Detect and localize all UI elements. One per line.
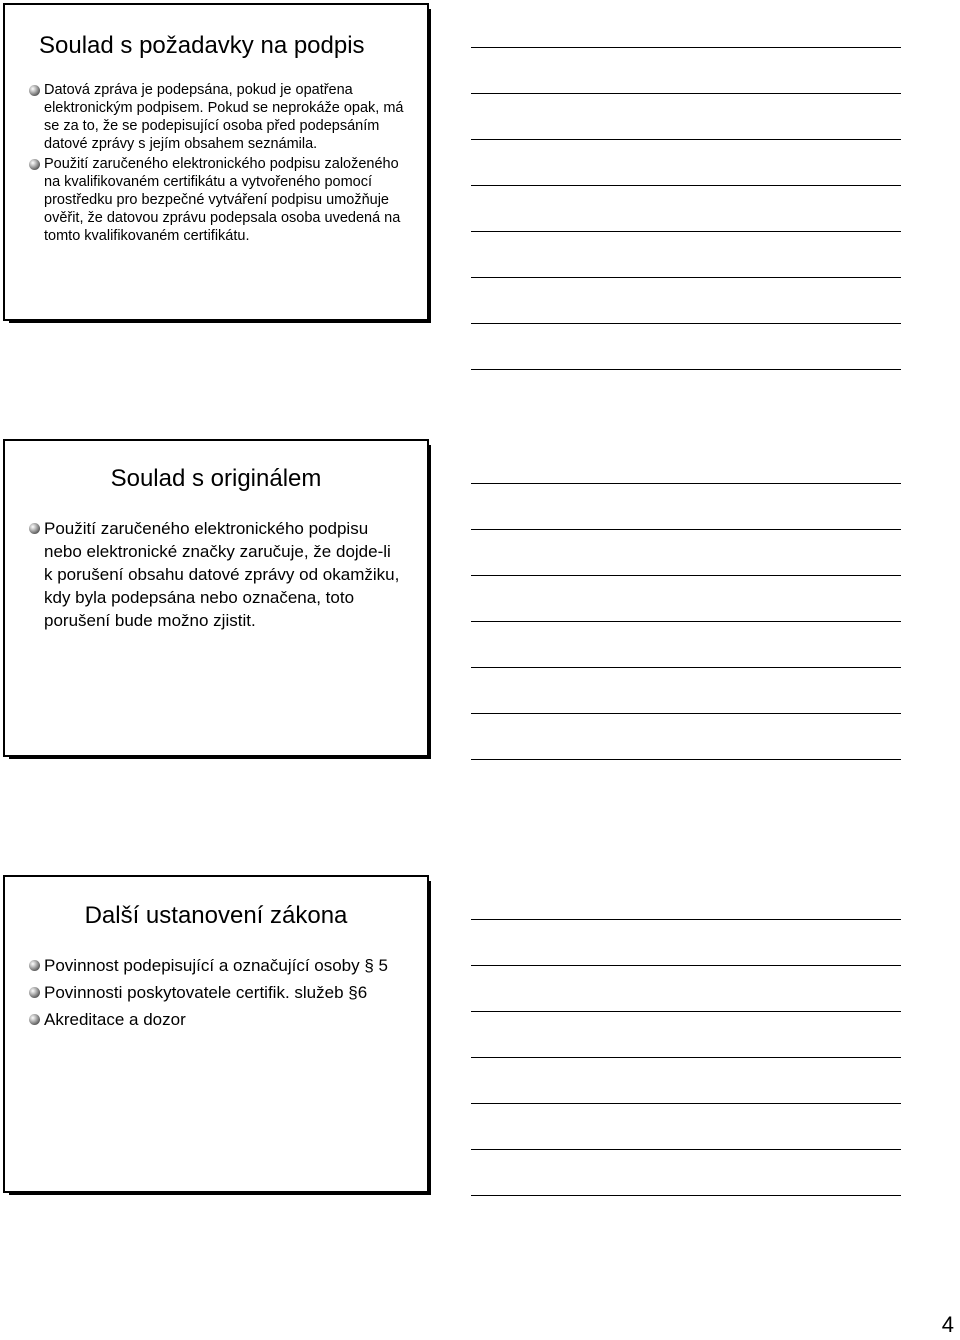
- note-line: [471, 759, 901, 760]
- bullet-text: Akreditace a dozor: [44, 1010, 186, 1029]
- note-line: [471, 231, 901, 232]
- note-line: [471, 575, 901, 576]
- bullet-text: Povinnosti poskytovatele certifik. služeb §6: [44, 983, 368, 1002]
- note-line: [471, 369, 901, 370]
- bullet-icon: [29, 1014, 40, 1025]
- bullet-icon: [29, 987, 40, 998]
- note-line: [471, 1011, 901, 1012]
- note-line: [471, 1057, 901, 1058]
- note-line: [471, 93, 901, 94]
- note-line: [471, 1195, 901, 1196]
- bullet-text: Povinnost podepisující a označující osoby § 5: [44, 956, 388, 975]
- slide-title: Soulad s požadavky na podpis: [39, 32, 365, 59]
- bullet-text: Použití zaručeného elektronického podpisu nebo elektronické značky zaručuje, že dojde-li k porušení obsahu datové zprávy od okamžiku, kdy byla podepsána nebo označena, toto porušení bude možno zjistit.: [44, 519, 400, 630]
- note-line: [471, 1149, 901, 1150]
- note-line: [471, 277, 901, 278]
- notes-lines-1: [471, 47, 901, 370]
- slide-title: Soulad s originálem: [110, 465, 322, 492]
- note-line: [471, 323, 901, 324]
- slide-title: Další ustanovení zákona: [84, 902, 348, 929]
- list-item: [29, 954, 409, 977]
- bullet-text: Datová zpráva je podepsána, pokud je opatřena elektronickým podpisem. Pokud se neprokáže opak, má se za to, že se podepisující osoba před podepsáním datové zprávy s jejím obsahem seznámila.: [44, 82, 404, 152]
- list-item: [29, 81, 409, 153]
- slide-3: [3, 875, 429, 1193]
- note-line: [471, 965, 901, 966]
- list-item: [29, 155, 409, 245]
- page-number: 4: [941, 1312, 954, 1337]
- notes-lines-2: [471, 483, 901, 760]
- note-line: [471, 1103, 901, 1104]
- bullet-list: [29, 81, 409, 245]
- note-line: [471, 139, 901, 140]
- note-line: [471, 483, 901, 484]
- note-line: [471, 667, 901, 668]
- bullet-icon: [29, 85, 40, 96]
- list-item: [29, 981, 409, 1004]
- note-line: [471, 185, 901, 186]
- bullet-icon: [29, 159, 40, 170]
- slide-1: [3, 3, 429, 321]
- note-line: [471, 919, 901, 920]
- bullet-icon: [29, 523, 40, 534]
- notes-lines-3: [471, 919, 901, 1196]
- list-item: [29, 517, 401, 632]
- bullet-icon: [29, 960, 40, 971]
- bullet-list: [29, 954, 409, 1031]
- slide-2: [3, 439, 429, 757]
- note-line: [471, 529, 901, 530]
- note-line: [471, 713, 901, 714]
- note-line: [471, 47, 901, 48]
- bullet-list: [29, 517, 401, 632]
- note-line: [471, 621, 901, 622]
- bullet-text: Použití zaručeného elektronického podpisu založeného na kvalifikovaném certifikátu a vytvořeného pomocí prostředku pro bezpečné vytváření podpisu umožňuje ověřit, že datovou zprávu podepsala osoba uvedená na tomto kvalifikovaném certifikátu.: [44, 156, 401, 244]
- list-item: [29, 1008, 409, 1031]
